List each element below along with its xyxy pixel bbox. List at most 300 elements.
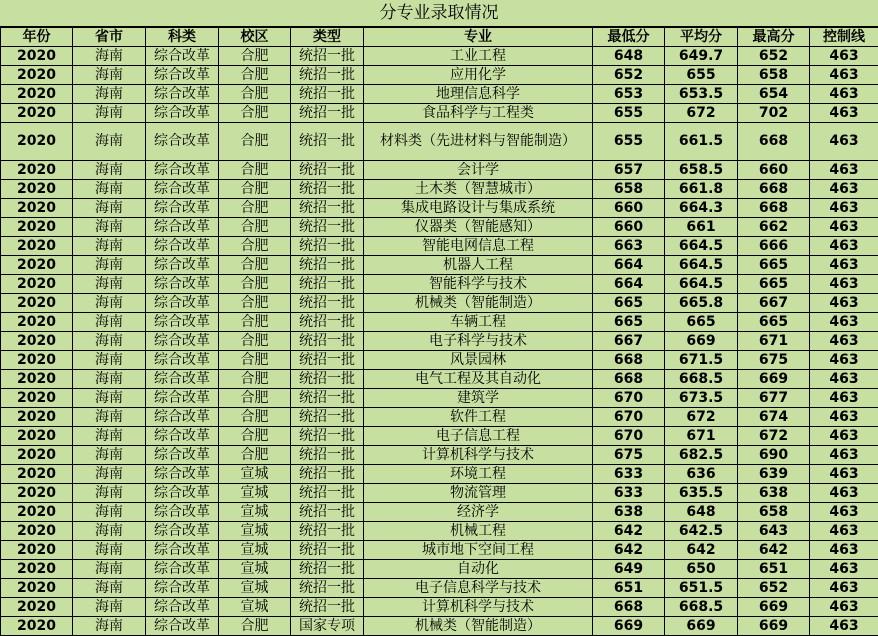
avg-score-cell: 669 [665,617,738,636]
avg-score-cell: 661 [665,218,738,237]
campus-cell: 宣城 [219,522,291,541]
min-score-cell: 633 [593,465,665,484]
avg-score-cell: 642.5 [665,522,738,541]
province-cell: 海南 [73,180,146,199]
category-cell: 综合改革 [146,256,219,275]
province-cell: 海南 [73,598,146,617]
campus-cell: 宣城 [219,503,291,522]
category-cell: 综合改革 [146,47,219,66]
max-score-cell: 638 [738,484,810,503]
type-cell: 统招一批 [291,522,364,541]
control-line-cell: 463 [810,275,878,294]
category-cell: 综合改革 [146,104,219,123]
avg-score-cell: 653.5 [665,85,738,104]
max-score-cell: 651 [738,560,810,579]
control-line-cell: 463 [810,351,878,370]
campus-cell: 合肥 [219,389,291,408]
category-cell: 综合改革 [146,617,219,636]
year-cell: 2020 [1,256,73,275]
min-score-cell: 675 [593,446,665,465]
campus-cell: 合肥 [219,104,291,123]
province-cell: 海南 [73,484,146,503]
category-cell: 综合改革 [146,351,219,370]
category-cell: 综合改革 [146,579,219,598]
header-row [1,28,878,47]
province-cell: 海南 [73,617,146,636]
avg-score-cell: 636 [665,465,738,484]
campus-cell: 合肥 [219,199,291,218]
type-cell: 统招一批 [291,446,364,465]
province-cell: 海南 [73,503,146,522]
type-cell: 国家专项 [291,617,364,636]
type-cell: 统招一批 [291,389,364,408]
category-cell: 综合改革 [146,332,219,351]
campus-cell: 宣城 [219,598,291,617]
type-cell: 统招一批 [291,104,364,123]
category-cell: 综合改革 [146,408,219,427]
avg-score-cell: 671 [665,427,738,446]
type-cell: 统招一批 [291,294,364,313]
table-row [1,85,878,104]
min-score-cell: 657 [593,161,665,180]
type-cell: 统招一批 [291,85,364,104]
major-cell: 机械类（智能制造） [364,617,593,636]
col-header-campus: 校区 [219,28,291,47]
campus-cell: 宣城 [219,484,291,503]
year-cell: 2020 [1,617,73,636]
category-cell: 综合改革 [146,161,219,180]
max-score-cell: 666 [738,237,810,256]
col-header-min-score: 最低分 [593,28,665,47]
table-row [1,47,878,66]
avg-score-cell: 664.5 [665,256,738,275]
table-row [1,370,878,389]
control-line-cell: 463 [810,446,878,465]
major-cell: 城市地下空间工程 [364,541,593,560]
category-cell: 综合改革 [146,199,219,218]
major-cell: 机械工程 [364,522,593,541]
max-score-cell: 672 [738,427,810,446]
campus-cell: 合肥 [219,617,291,636]
province-cell: 海南 [73,218,146,237]
campus-cell: 合肥 [219,294,291,313]
min-score-cell: 655 [593,123,665,161]
year-cell: 2020 [1,294,73,313]
campus-cell: 合肥 [219,446,291,465]
major-cell: 建筑学 [364,389,593,408]
max-score-cell: 665 [738,275,810,294]
control-line-cell: 463 [810,579,878,598]
province-cell: 海南 [73,389,146,408]
category-cell: 综合改革 [146,370,219,389]
max-score-cell: 652 [738,579,810,598]
control-line-cell: 463 [810,104,878,123]
year-cell: 2020 [1,598,73,617]
major-cell: 智能科学与技术 [364,275,593,294]
control-line-cell: 463 [810,199,878,218]
category-cell: 综合改革 [146,123,219,161]
control-line-cell: 463 [810,332,878,351]
avg-score-cell: 682.5 [665,446,738,465]
campus-cell: 宣城 [219,465,291,484]
type-cell: 统招一批 [291,218,364,237]
avg-score-cell: 664.3 [665,199,738,218]
major-cell: 材料类（先进材料与智能制造） [364,123,593,161]
major-cell: 会计学 [364,161,593,180]
province-cell: 海南 [73,370,146,389]
col-header-category: 科类 [146,28,219,47]
major-cell: 应用化学 [364,66,593,85]
control-line-cell: 463 [810,370,878,389]
control-line-cell: 463 [810,123,878,161]
province-cell: 海南 [73,294,146,313]
province-cell: 海南 [73,256,146,275]
category-cell: 综合改革 [146,313,219,332]
category-cell: 综合改革 [146,484,219,503]
year-cell: 2020 [1,332,73,351]
year-cell: 2020 [1,218,73,237]
category-cell: 综合改革 [146,598,219,617]
avg-score-cell: 642 [665,541,738,560]
type-cell: 统招一批 [291,541,364,560]
max-score-cell: 658 [738,66,810,85]
major-cell: 车辆工程 [364,313,593,332]
min-score-cell: 668 [593,351,665,370]
table-row [1,104,878,123]
table-row [1,294,878,313]
control-line-cell: 463 [810,503,878,522]
year-cell: 2020 [1,161,73,180]
max-score-cell: 675 [738,351,810,370]
avg-score-cell: 664.5 [665,275,738,294]
major-cell: 电气工程及其自动化 [364,370,593,389]
major-cell: 计算机科学与技术 [364,446,593,465]
table-row [1,351,878,370]
control-line-cell: 463 [810,85,878,104]
table-row [1,408,878,427]
type-cell: 统招一批 [291,427,364,446]
control-line-cell: 463 [810,237,878,256]
avg-score-cell: 635.5 [665,484,738,503]
province-cell: 海南 [73,408,146,427]
year-cell: 2020 [1,560,73,579]
province-cell: 海南 [73,47,146,66]
category-cell: 综合改革 [146,218,219,237]
major-cell: 电子科学与技术 [364,332,593,351]
province-cell: 海南 [73,579,146,598]
max-score-cell: 674 [738,408,810,427]
avg-score-cell: 650 [665,560,738,579]
avg-score-cell: 651.5 [665,579,738,598]
major-cell: 电子信息科学与技术 [364,579,593,598]
year-cell: 2020 [1,522,73,541]
max-score-cell: 702 [738,104,810,123]
col-header-type: 类型 [291,28,364,47]
year-cell: 2020 [1,389,73,408]
table-row [1,522,878,541]
table-row [1,598,878,617]
table-row [1,275,878,294]
max-score-cell: 639 [738,465,810,484]
avg-score-cell: 669 [665,332,738,351]
control-line-cell: 463 [810,427,878,446]
category-cell: 综合改革 [146,503,219,522]
control-line-cell: 463 [810,389,878,408]
type-cell: 统招一批 [291,560,364,579]
major-cell: 经济学 [364,503,593,522]
campus-cell: 合肥 [219,161,291,180]
max-score-cell: 643 [738,522,810,541]
category-cell: 综合改革 [146,180,219,199]
year-cell: 2020 [1,275,73,294]
table-row [1,541,878,560]
campus-cell: 合肥 [219,47,291,66]
province-cell: 海南 [73,446,146,465]
avg-score-cell: 668.5 [665,370,738,389]
control-line-cell: 463 [810,256,878,275]
min-score-cell: 655 [593,104,665,123]
campus-cell: 合肥 [219,275,291,294]
province-cell: 海南 [73,465,146,484]
table-row [1,465,878,484]
campus-cell: 合肥 [219,180,291,199]
min-score-cell: 667 [593,332,665,351]
min-score-cell: 665 [593,294,665,313]
type-cell: 统招一批 [291,123,364,161]
control-line-cell: 463 [810,541,878,560]
control-line-cell: 463 [810,294,878,313]
province-cell: 海南 [73,199,146,218]
province-cell: 海南 [73,522,146,541]
min-score-cell: 670 [593,427,665,446]
max-score-cell: 658 [738,503,810,522]
year-cell: 2020 [1,199,73,218]
province-cell: 海南 [73,560,146,579]
type-cell: 统招一批 [291,351,364,370]
campus-cell: 合肥 [219,66,291,85]
max-score-cell: 690 [738,446,810,465]
type-cell: 统招一批 [291,180,364,199]
max-score-cell: 669 [738,617,810,636]
table-row [1,66,878,85]
year-cell: 2020 [1,351,73,370]
max-score-cell: 642 [738,541,810,560]
major-cell: 智能电网信息工程 [364,237,593,256]
avg-score-cell: 672 [665,408,738,427]
min-score-cell: 660 [593,218,665,237]
type-cell: 统招一批 [291,579,364,598]
category-cell: 综合改革 [146,294,219,313]
max-score-cell: 665 [738,256,810,275]
min-score-cell: 638 [593,503,665,522]
major-cell: 环境工程 [364,465,593,484]
province-cell: 海南 [73,313,146,332]
type-cell: 统招一批 [291,199,364,218]
table-row [1,313,878,332]
type-cell: 统招一批 [291,408,364,427]
control-line-cell: 463 [810,598,878,617]
category-cell: 综合改革 [146,66,219,85]
table-row [1,237,878,256]
max-score-cell: 668 [738,199,810,218]
major-cell: 物流管理 [364,484,593,503]
min-score-cell: 669 [593,617,665,636]
category-cell: 综合改革 [146,427,219,446]
max-score-cell: 669 [738,370,810,389]
year-cell: 2020 [1,541,73,560]
province-cell: 海南 [73,541,146,560]
min-score-cell: 658 [593,180,665,199]
min-score-cell: 648 [593,47,665,66]
avg-score-cell: 661.5 [665,123,738,161]
min-score-cell: 664 [593,275,665,294]
year-cell: 2020 [1,313,73,332]
campus-cell: 合肥 [219,256,291,275]
col-header-max-score: 最高分 [738,28,810,47]
min-score-cell: 668 [593,370,665,389]
campus-cell: 合肥 [219,313,291,332]
major-cell: 电子信息工程 [364,427,593,446]
admission-table [0,27,878,636]
col-header-control-line: 控制线 [810,28,878,47]
campus-cell: 合肥 [219,370,291,389]
year-cell: 2020 [1,465,73,484]
province-cell: 海南 [73,332,146,351]
min-score-cell: 642 [593,522,665,541]
type-cell: 统招一批 [291,256,364,275]
avg-score-cell: 671.5 [665,351,738,370]
major-cell: 仪器类（智能感知） [364,218,593,237]
campus-cell: 合肥 [219,351,291,370]
max-score-cell: 662 [738,218,810,237]
min-score-cell: 665 [593,313,665,332]
type-cell: 统招一批 [291,313,364,332]
year-cell: 2020 [1,180,73,199]
col-header-province: 省市 [73,28,146,47]
year-cell: 2020 [1,104,73,123]
table-row [1,123,878,161]
campus-cell: 合肥 [219,85,291,104]
table-row [1,503,878,522]
avg-score-cell: 648 [665,503,738,522]
year-cell: 2020 [1,427,73,446]
type-cell: 统招一批 [291,598,364,617]
min-score-cell: 670 [593,408,665,427]
avg-score-cell: 665 [665,313,738,332]
year-cell: 2020 [1,579,73,598]
avg-score-cell: 664.5 [665,237,738,256]
control-line-cell: 463 [810,484,878,503]
min-score-cell: 668 [593,598,665,617]
province-cell: 海南 [73,161,146,180]
table-row [1,560,878,579]
max-score-cell: 668 [738,123,810,161]
max-score-cell: 665 [738,313,810,332]
control-line-cell: 463 [810,66,878,85]
major-cell: 工业工程 [364,47,593,66]
type-cell: 统招一批 [291,275,364,294]
major-cell: 自动化 [364,560,593,579]
campus-cell: 合肥 [219,408,291,427]
category-cell: 综合改革 [146,560,219,579]
category-cell: 综合改革 [146,446,219,465]
min-score-cell: 653 [593,85,665,104]
max-score-cell: 677 [738,389,810,408]
major-cell: 食品科学与工程类 [364,104,593,123]
campus-cell: 宣城 [219,541,291,560]
province-cell: 海南 [73,275,146,294]
min-score-cell: 660 [593,199,665,218]
control-line-cell: 463 [810,313,878,332]
min-score-cell: 663 [593,237,665,256]
table-row [1,427,878,446]
category-cell: 综合改革 [146,85,219,104]
control-line-cell: 463 [810,408,878,427]
avg-score-cell: 649.7 [665,47,738,66]
campus-cell: 宣城 [219,560,291,579]
major-cell: 计算机科学与技术 [364,598,593,617]
province-cell: 海南 [73,104,146,123]
year-cell: 2020 [1,446,73,465]
campus-cell: 合肥 [219,332,291,351]
major-cell: 机械类（智能制造） [364,294,593,313]
category-cell: 综合改革 [146,465,219,484]
avg-score-cell: 668.5 [665,598,738,617]
year-cell: 2020 [1,237,73,256]
table-row [1,218,878,237]
table-row [1,180,878,199]
year-cell: 2020 [1,47,73,66]
year-cell: 2020 [1,503,73,522]
campus-cell: 合肥 [219,427,291,446]
min-score-cell: 664 [593,256,665,275]
table-row [1,484,878,503]
campus-cell: 合肥 [219,123,291,161]
table-row [1,389,878,408]
max-score-cell: 652 [738,47,810,66]
table-row [1,199,878,218]
max-score-cell: 668 [738,180,810,199]
max-score-cell: 669 [738,598,810,617]
avg-score-cell: 665.8 [665,294,738,313]
type-cell: 统招一批 [291,503,364,522]
col-header-year: 年份 [1,28,73,47]
control-line-cell: 463 [810,560,878,579]
province-cell: 海南 [73,427,146,446]
min-score-cell: 670 [593,389,665,408]
type-cell: 统招一批 [291,47,364,66]
avg-score-cell: 661.8 [665,180,738,199]
avg-score-cell: 658.5 [665,161,738,180]
major-cell: 软件工程 [364,408,593,427]
max-score-cell: 667 [738,294,810,313]
table-row [1,579,878,598]
control-line-cell: 463 [810,465,878,484]
province-cell: 海南 [73,85,146,104]
min-score-cell: 633 [593,484,665,503]
min-score-cell: 652 [593,66,665,85]
year-cell: 2020 [1,66,73,85]
type-cell: 统招一批 [291,332,364,351]
control-line-cell: 463 [810,522,878,541]
year-cell: 2020 [1,408,73,427]
category-cell: 综合改革 [146,275,219,294]
avg-score-cell: 672 [665,104,738,123]
avg-score-cell: 655 [665,66,738,85]
min-score-cell: 642 [593,541,665,560]
category-cell: 综合改革 [146,237,219,256]
category-cell: 综合改革 [146,389,219,408]
